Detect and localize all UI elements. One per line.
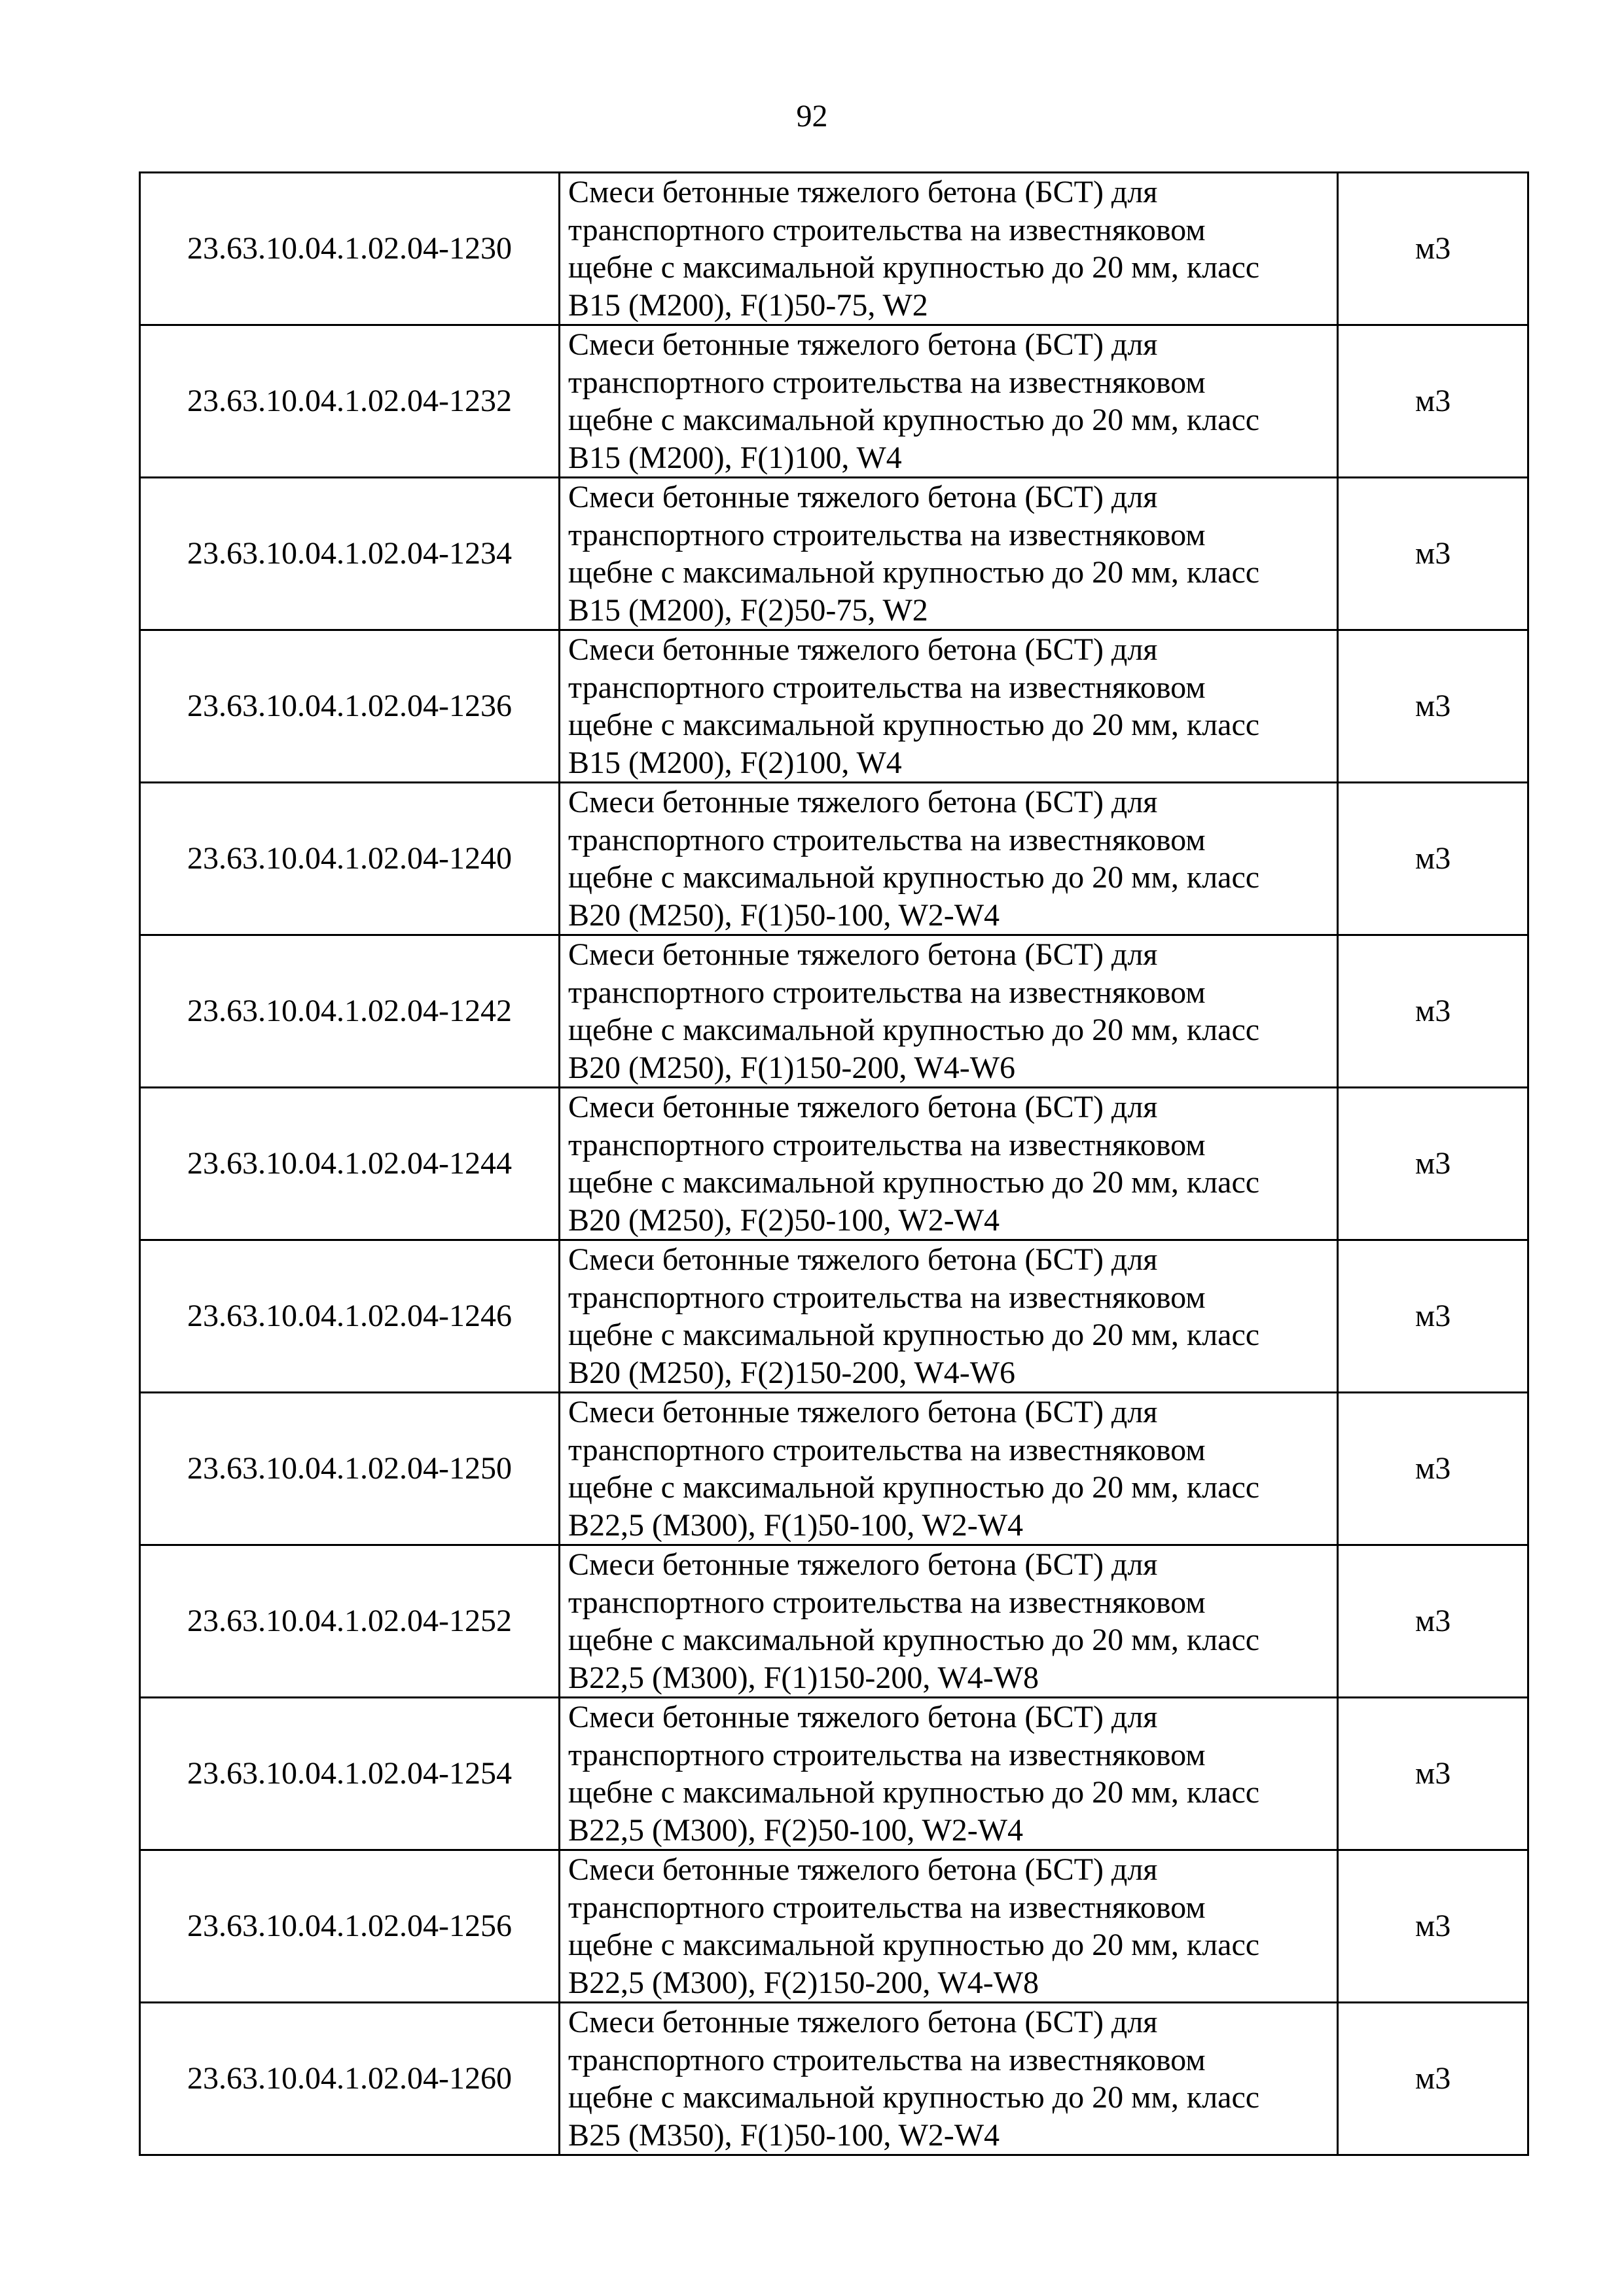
table-row: [140, 630, 1528, 783]
row-unit: м3: [1338, 935, 1528, 1088]
row-code: 23.63.10.04.1.02.04-1232: [140, 325, 560, 478]
row-name: [560, 173, 1338, 325]
row-name-line: щебне с максимальной крупностью до 20 мм, класс: [568, 1775, 1260, 1810]
row-name-line: В20 (М250), F(2)50-100, W2-W4: [568, 1202, 1000, 1238]
row-name-line: В15 (М200), F(2)100, W4: [568, 745, 902, 780]
row-name-line: щебне с максимальной крупностью до 20 мм, класс: [568, 1013, 1260, 1047]
row-name-line: транспортного строительства на известняковом: [568, 1432, 1206, 1467]
row-unit: м3: [1338, 1393, 1528, 1545]
row-code: 23.63.10.04.1.02.04-1234: [140, 478, 560, 630]
row-name-line: Смеси бетонные тяжелого бетона (БСТ) для: [568, 1547, 1158, 1582]
table-row: [140, 325, 1528, 478]
row-name: [560, 1698, 1338, 1850]
row-name-line: транспортного строительства на известняковом: [568, 517, 1206, 552]
row-name-line: щебне с максимальной крупностью до 20 мм, класс: [568, 555, 1260, 590]
row-code: 23.63.10.04.1.02.04-1252: [140, 1545, 560, 1698]
row-name: [560, 1088, 1338, 1240]
row-name-line: Смеси бетонные тяжелого бетона (БСТ) для: [568, 1242, 1158, 1277]
row-code: 23.63.10.04.1.02.04-1256: [140, 1850, 560, 2003]
table-row: [140, 1393, 1528, 1545]
row-name-line: транспортного строительства на известняковом: [568, 975, 1206, 1010]
row-name-line: щебне с максимальной крупностью до 20 мм, класс: [568, 860, 1260, 895]
row-name: [560, 630, 1338, 783]
table-row: [140, 1088, 1528, 1240]
row-name-line: щебне с максимальной крупностью до 20 мм, класс: [568, 1470, 1260, 1505]
row-name-line: Смеси бетонные тяжелого бетона (БСТ) для: [568, 632, 1158, 667]
table-row: [140, 935, 1528, 1088]
row-name: [560, 1393, 1338, 1545]
row-name-line: Смеси бетонные тяжелого бетона (БСТ) для: [568, 175, 1158, 209]
row-name: [560, 2003, 1338, 2155]
row-name-line: Смеси бетонные тяжелого бетона (БСТ) для: [568, 1395, 1158, 1429]
table-row: [140, 1545, 1528, 1698]
row-name-line: В15 (М200), F(1)50-75, W2: [568, 287, 928, 323]
row-name-line: Смеси бетонные тяжелого бетона (БСТ) для: [568, 937, 1158, 972]
row-name-line: транспортного строительства на известняковом: [568, 212, 1206, 247]
row-name: [560, 325, 1338, 478]
row-name-line: Смеси бетонные тяжелого бетона (БСТ) для: [568, 1090, 1158, 1124]
row-name: [560, 1240, 1338, 1393]
row-name-line: В22,5 (М300), F(2)150-200, W4-W8: [568, 1965, 1039, 2000]
row-name-line: транспортного строительства на известняковом: [568, 670, 1206, 705]
row-unit: м3: [1338, 1088, 1528, 1240]
table-row: [140, 1698, 1528, 1850]
row-name-line: Смеси бетонные тяжелого бетона (БСТ) для: [568, 1700, 1158, 1734]
row-code: 23.63.10.04.1.02.04-1230: [140, 173, 560, 325]
row-name-line: Смеси бетонные тяжелого бетона (БСТ) для: [568, 480, 1158, 514]
row-code: 23.63.10.04.1.02.04-1250: [140, 1393, 560, 1545]
row-name: [560, 478, 1338, 630]
row-name-line: щебне с максимальной крупностью до 20 мм, класс: [568, 1928, 1260, 1962]
row-name-line: щебне с максимальной крупностью до 20 мм, класс: [568, 2080, 1260, 2115]
table-row: [140, 173, 1528, 325]
row-name-line: щебне с максимальной крупностью до 20 мм, класс: [568, 1318, 1260, 1352]
row-code: 23.63.10.04.1.02.04-1260: [140, 2003, 560, 2155]
row-name-line: В20 (М250), F(1)150-200, W4-W6: [568, 1050, 1016, 1085]
row-unit: м3: [1338, 2003, 1528, 2155]
row-name-line: В20 (М250), F(1)50-100, W2-W4: [568, 897, 1000, 933]
row-unit: м3: [1338, 1698, 1528, 1850]
row-name-line: В15 (М200), F(1)100, W4: [568, 440, 902, 475]
row-name-line: Смеси бетонные тяжелого бетона (БСТ) для: [568, 785, 1158, 819]
row-name-line: транспортного строительства на известняковом: [568, 822, 1206, 857]
row-unit: м3: [1338, 1240, 1528, 1393]
row-name-line: Смеси бетонные тяжелого бетона (БСТ) для: [568, 1852, 1158, 1887]
row-name-line: В22,5 (М300), F(2)50-100, W2-W4: [568, 1812, 1024, 1848]
row-name-line: транспортного строительства на известняковом: [568, 1890, 1206, 1925]
row-name-line: Смеси бетонные тяжелого бетона (БСТ) для: [568, 2005, 1158, 2039]
table-row: [140, 783, 1528, 935]
row-name-line: щебне с максимальной крупностью до 20 мм, класс: [568, 1165, 1260, 1200]
row-name-line: щебне с максимальной крупностью до 20 мм, класс: [568, 708, 1260, 742]
row-name-line: В22,5 (М300), F(1)50-100, W2-W4: [568, 1507, 1024, 1543]
row-code: 23.63.10.04.1.02.04-1236: [140, 630, 560, 783]
row-code: 23.63.10.04.1.02.04-1240: [140, 783, 560, 935]
row-name-line: транспортного строительства на известняковом: [568, 1585, 1206, 1620]
row-name-line: щебне с максимальной крупностью до 20 мм, класс: [568, 250, 1260, 285]
table-row: [140, 1240, 1528, 1393]
row-name-line: В22,5 (М300), F(1)150-200, W4-W8: [568, 1660, 1039, 1695]
row-name-line: В25 (М350), F(1)50-100, W2-W4: [568, 2117, 1000, 2153]
row-name-line: транспортного строительства на известняковом: [568, 365, 1206, 400]
row-name-line: транспортного строительства на известняковом: [568, 1737, 1206, 1772]
table-row: [140, 478, 1528, 630]
row-name: [560, 1850, 1338, 2003]
row-name-line: щебне с максимальной крупностью до 20 мм, класс: [568, 1623, 1260, 1657]
row-name: [560, 1545, 1338, 1698]
row-name-line: транспортного строительства на известняковом: [568, 1127, 1206, 1162]
row-unit: м3: [1338, 1545, 1528, 1698]
row-code: 23.63.10.04.1.02.04-1244: [140, 1088, 560, 1240]
row-name: [560, 935, 1338, 1088]
row-unit: м3: [1338, 325, 1528, 478]
row-name: [560, 783, 1338, 935]
row-unit: м3: [1338, 1850, 1528, 2003]
row-unit: м3: [1338, 173, 1528, 325]
row-code: 23.63.10.04.1.02.04-1254: [140, 1698, 560, 1850]
row-name-line: Смеси бетонные тяжелого бетона (БСТ) для: [568, 327, 1158, 362]
row-name-line: В15 (М200), F(2)50-75, W2: [568, 592, 928, 628]
row-name-line: щебне с максимальной крупностью до 20 мм, класс: [568, 403, 1260, 437]
row-code: 23.63.10.04.1.02.04-1246: [140, 1240, 560, 1393]
row-unit: м3: [1338, 630, 1528, 783]
row-unit: м3: [1338, 783, 1528, 935]
row-name-line: транспортного строительства на известняковом: [568, 1280, 1206, 1315]
table-row: [140, 1850, 1528, 2003]
row-code: 23.63.10.04.1.02.04-1242: [140, 935, 560, 1088]
table-row: [140, 2003, 1528, 2155]
row-unit: м3: [1338, 478, 1528, 630]
page-number: 92: [796, 99, 828, 134]
materials-table: [139, 171, 1529, 2156]
row-name-line: транспортного строительства на известняковом: [568, 2042, 1206, 2077]
row-name-line: В20 (М250), F(2)150-200, W4-W6: [568, 1355, 1016, 1390]
